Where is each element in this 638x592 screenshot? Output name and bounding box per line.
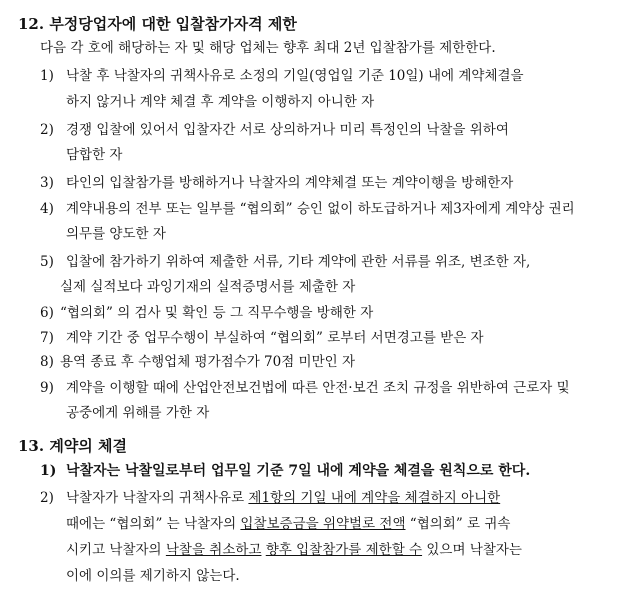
text-run: 있으며 낙찰자는	[422, 542, 522, 558]
item-line: 의무를 양도한 자	[66, 226, 166, 242]
item-number: 2)	[40, 122, 54, 138]
item-number: 8)	[40, 354, 54, 370]
item-line: 하지 않거나 계약 체결 후 계약을 이행하지 아니한 자	[66, 94, 375, 110]
item-number: 1)	[40, 68, 54, 84]
text-run: 때에는 “협의회” 는 낙찰자의	[66, 516, 241, 532]
text-run: 낙찰자가 낙찰자의 귀책사유로	[66, 490, 249, 506]
text-run: 시키고 낙찰자의	[66, 542, 166, 558]
item-line: 용역 종료 후 수행업체 평가점수가 70점 미만인 자	[60, 354, 355, 370]
item-number: 4)	[40, 201, 54, 217]
item-line: 실제 실적보다 과잉기재의 실적증명서를 제출한 자	[60, 279, 356, 295]
item-line: 이에 이의를 제기하지 않는다.	[66, 568, 240, 584]
item-line: 낙찰자는 낙찰일로부터 업무일 기준 7일 내에 계약을 체결을 원칙으로 한다.	[66, 463, 531, 479]
item-line: 타인의 입찰참가를 방해하거나 낙찰자의 계약체결 또는 계약이행을 방해한자	[66, 175, 514, 191]
item-line: 담합한 자	[66, 147, 123, 163]
item-number: 9)	[40, 380, 54, 396]
item-line: “협의회” 의 검사 및 확인 등 그 직무수행을 방해한 자	[60, 305, 374, 321]
item-line: 계약 기간 중 업무수행이 부실하여 “협의회” 로부터 서면경고를 받은 자	[66, 330, 484, 346]
item-number: 5)	[40, 254, 54, 270]
item-number: 3)	[40, 175, 54, 191]
underlined-text: 낙찰을 취소하고	[165, 542, 262, 558]
item-line	[66, 514, 510, 534]
item-line	[66, 540, 522, 560]
item-line	[66, 488, 500, 508]
section-12-intro: 다음 각 호에 해당하는 자 및 해당 업체는 향후 최대 2년 입찰참가를 제한한다.	[40, 40, 496, 56]
item-number: 6)	[40, 305, 54, 321]
item-line: 낙찰 후 낙찰자의 귀책사유로 소정의 기일(영업일 기준 10일) 내에 계약체결을	[66, 68, 524, 84]
item-line: 경쟁 입찰에 있어서 입찰자간 서로 상의하거나 미리 특정인의 낙찰을 위하여	[66, 122, 509, 138]
section-12-title: 12. 부정당업자에 대한 입찰참가자격 제한	[18, 15, 297, 33]
underlined-text: 제1항의 기일 내에 계약을 체결하지 아니한	[248, 490, 501, 506]
underlined-text: 입찰보증금을 위약벌로 전액	[240, 516, 406, 532]
item-number: 7)	[40, 330, 54, 346]
text-run: “협의회” 로 귀속	[405, 516, 511, 532]
item-line: 입찰에 참가하기 위하여 제출한 서류, 기타 계약에 관한 서류를 위조, 변조한 자,	[66, 254, 531, 270]
item-line: 공중에게 위해를 가한 자	[66, 405, 210, 421]
section-13-title: 13. 계약의 체결	[18, 437, 127, 455]
item-line: 계약을 이행할 때에 산업안전보건법에 따른 안전·보건 조치 규정을 위반하여 근로자 및	[66, 380, 570, 396]
underlined-text: 향후 입찰참가를 제한할 수	[265, 542, 423, 558]
item-number: 1)	[40, 463, 57, 479]
item-number: 2)	[40, 490, 54, 506]
item-line: 계약내용의 전부 또는 일부를 “협의회” 승인 없이 하도급하거나 제3자에게 계약상 권리	[66, 201, 575, 217]
